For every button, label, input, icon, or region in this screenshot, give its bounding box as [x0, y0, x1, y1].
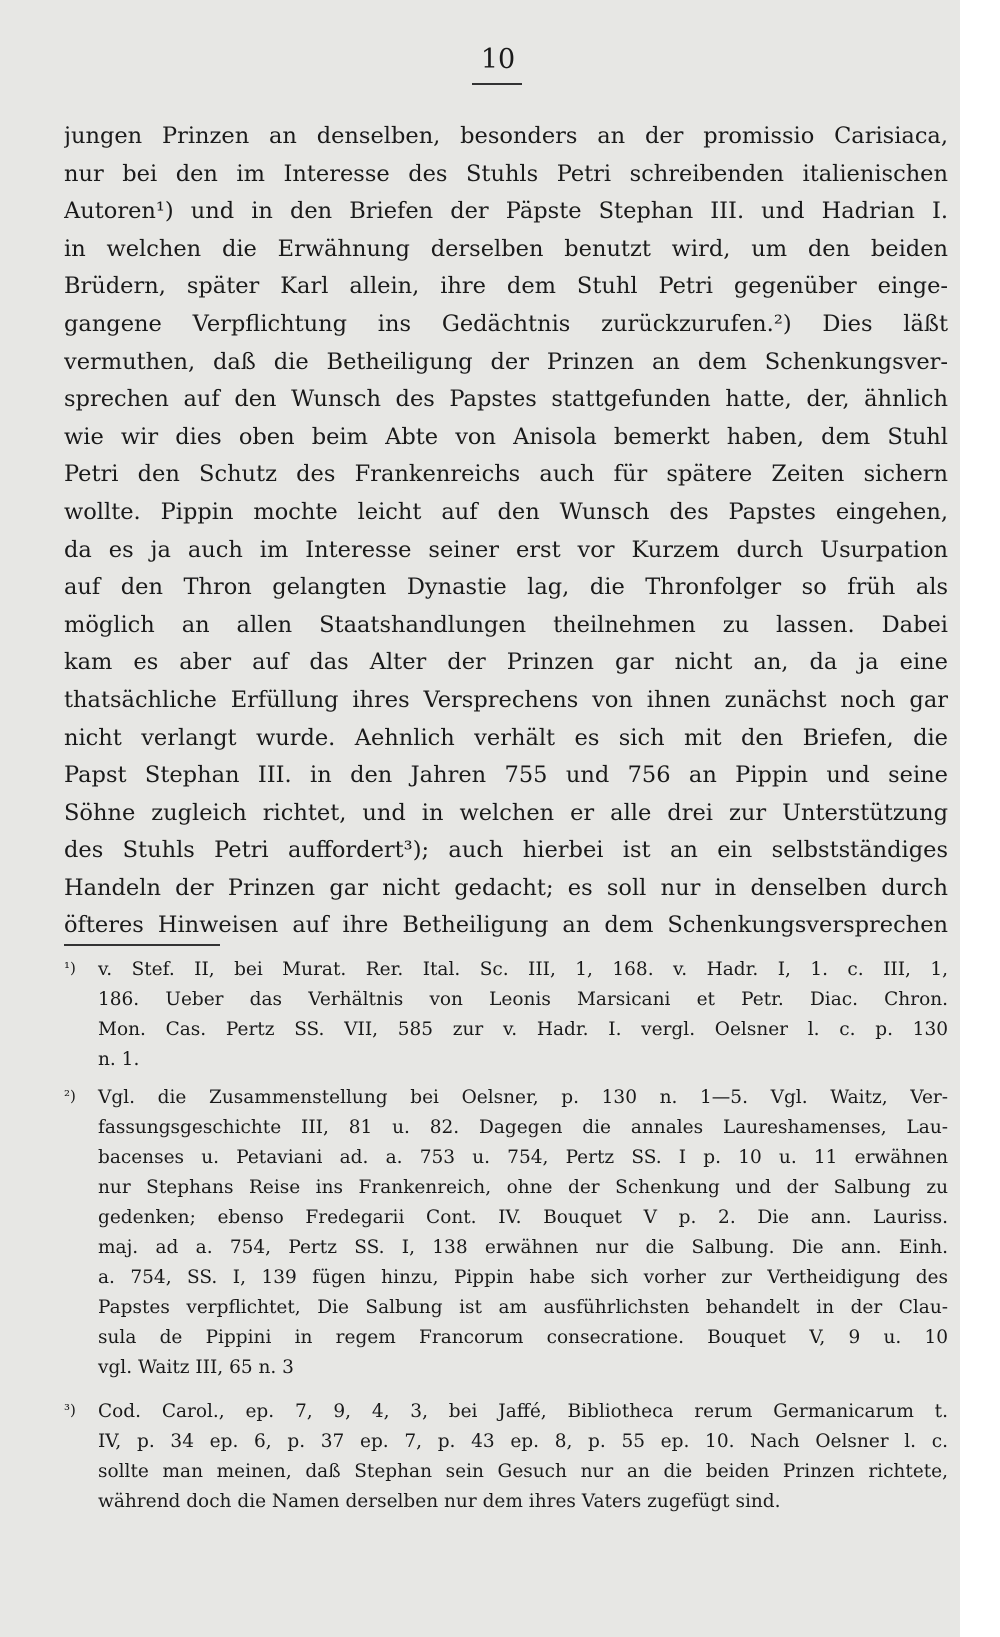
body-line: Papst Stephan III. in den Jahren 755 und 756 an Pippin und seine	[64, 762, 948, 789]
body-line: thatsächliche Erfüllung ihres Versprechens von ihnen zunächst noch gar	[64, 686, 948, 713]
body-text	[64, 118, 948, 945]
footnote-line: gedenken; ebenso Fredegarii Cont. IV. Bouquet V p. 2. Die ann. Lauriss.	[98, 1207, 948, 1228]
body-line: nur bei den im Interesse des Stuhls Petri schreibenden italienischen	[64, 160, 948, 187]
body-line: jungen Prinzen an denselben, besonders an der promissio Carisiaca,	[64, 123, 948, 149]
footnote-line: ¹) v. Stef. II, bei Murat. Rer. Ital. Sc. III, 1, 168. v. Hadr. I, 1. c. III, 1,	[64, 955, 948, 985]
footnote-line: vgl. Waitz III, 65 n. 3	[98, 1357, 294, 1378]
footnote-marker: ³)	[64, 1401, 76, 1419]
body-line: Autoren¹) und in den Briefen der Päpste Stephan III. und Hadrian I.	[64, 198, 948, 225]
body-line: wollte. Pippin mochte leicht auf den Wunsch des Papstes eingehen,	[64, 498, 948, 525]
footnote-rule	[64, 944, 220, 946]
footnote-line: IV, p. 34 ep. 6, p. 37 ep. 7, p. 43 ep. 8, p. 55 ep. 10. Nach Oelsner l. c.	[98, 1431, 948, 1452]
footnote-1	[64, 955, 948, 1075]
footnote-2	[64, 1083, 948, 1383]
body-line: da es ja auch im Interesse seiner erst vor Kurzem durch Usurpation	[64, 536, 948, 563]
body-line: vermuthen, daß die Betheiligung der Prinzen an dem Schenkungsver-	[64, 348, 948, 375]
footnote-line: sollte man meinen, daß Stephan sein Gesuch nur an die beiden Prinzen richtete,	[98, 1461, 948, 1482]
footnote-line: nur Stephans Reise ins Frankenreich, ohne der Schenkung und der Salbung zu	[98, 1177, 948, 1198]
body-line: Petri den Schutz des Frankenreichs auch für spätere Zeiten sichern	[64, 461, 948, 488]
footnote-line: während doch die Namen derselben nur dem ihres Vaters zugefügt sind.	[98, 1491, 781, 1512]
footnote-line: a. 754, SS. I, 139 fügen hinzu, Pippin habe sich vorher zur Vertheidigung des	[98, 1267, 948, 1288]
footnote-line: fassungsgeschichte III, 81 u. 82. Dagegen die annales Laureshamenses, Lau-	[98, 1117, 948, 1138]
body-line: des Stuhls Petri auffordert³); auch hierbei ist an ein selbstständiges	[64, 837, 948, 864]
body-line: in welchen die Erwähnung derselben benutzt wird, um den beiden	[64, 235, 948, 262]
page-edge	[960, 0, 1000, 1637]
body-line: Handeln der Prinzen gar nicht gedacht; es soll nur in denselben durch	[64, 874, 948, 901]
footnote-line: sula de Pippini in regem Francorum consecratione. Bouquet V, 9 u. 10	[98, 1327, 948, 1348]
footnote-3	[64, 1397, 948, 1517]
footnote-line: Papstes verpflichtet, Die Salbung ist am ausführlichsten behandelt in der Clau-	[98, 1297, 948, 1318]
body-line: gangene Verpflichtung ins Gedächtnis zurückzurufen.²) Dies läßt	[64, 310, 948, 337]
body-line: nicht verlangt wurde. Aehnlich verhält es sich mit den Briefen, die	[64, 724, 948, 751]
page-number-rule	[472, 83, 522, 85]
footnote-line: n. 1.	[98, 1049, 140, 1070]
body-line: öfteres Hinweisen auf ihre Betheiligung an dem Schenkungsversprechen	[64, 912, 948, 939]
footnote-line: 186. Ueber das Verhältnis von Leonis Marsicani et Petr. Diac. Chron.	[98, 989, 948, 1010]
footnote-line: maj. ad a. 754, Pertz SS. I, 138 erwähnen nur die Salbung. Die ann. Einh.	[98, 1237, 948, 1258]
footnote-marker: ¹)	[64, 959, 76, 977]
footnotes	[64, 955, 948, 1517]
body-line: möglich an allen Staatshandlungen theilnehmen zu lassen. Dabei	[64, 611, 948, 638]
body-line: sprechen auf den Wunsch des Papstes stattgefunden hatte, der, ähnlich	[64, 386, 948, 413]
footnote-line: ²) Vgl. die Zusammenstellung bei Oelsner, p. 130 n. 1—5. Vgl. Waitz, Ver-	[64, 1083, 948, 1113]
body-line: kam es aber auf das Alter der Prinzen gar nicht an, da ja eine	[64, 649, 948, 676]
footnote-line: bacenses u. Petaviani ad. a. 753 u. 754, Pertz SS. I p. 10 u. 11 erwähnen	[98, 1147, 948, 1168]
footnote-line: Mon. Cas. Pertz SS. VII, 585 zur v. Hadr. I. vergl. Oelsner l. c. p. 130	[98, 1019, 948, 1040]
body-line: wie wir dies oben beim Abte von Anisola bemerkt haben, dem Stuhl	[64, 423, 948, 450]
body-line: Brüdern, später Karl allein, ihre dem Stuhl Petri gegenüber einge-	[64, 273, 948, 300]
body-line: auf den Thron gelangten Dynastie lag, die Thronfolger so früh als	[64, 574, 948, 601]
footnote-marker: ²)	[64, 1087, 76, 1105]
page-number: 10	[480, 44, 516, 75]
body-line: Söhne zugleich richtet, und in welchen er alle drei zur Unterstützung	[64, 799, 948, 826]
footnote-line: ³) Cod. Carol., ep. 7, 9, 4, 3, bei Jaffé, Bibliotheca rerum Germanicarum t.	[64, 1397, 948, 1427]
